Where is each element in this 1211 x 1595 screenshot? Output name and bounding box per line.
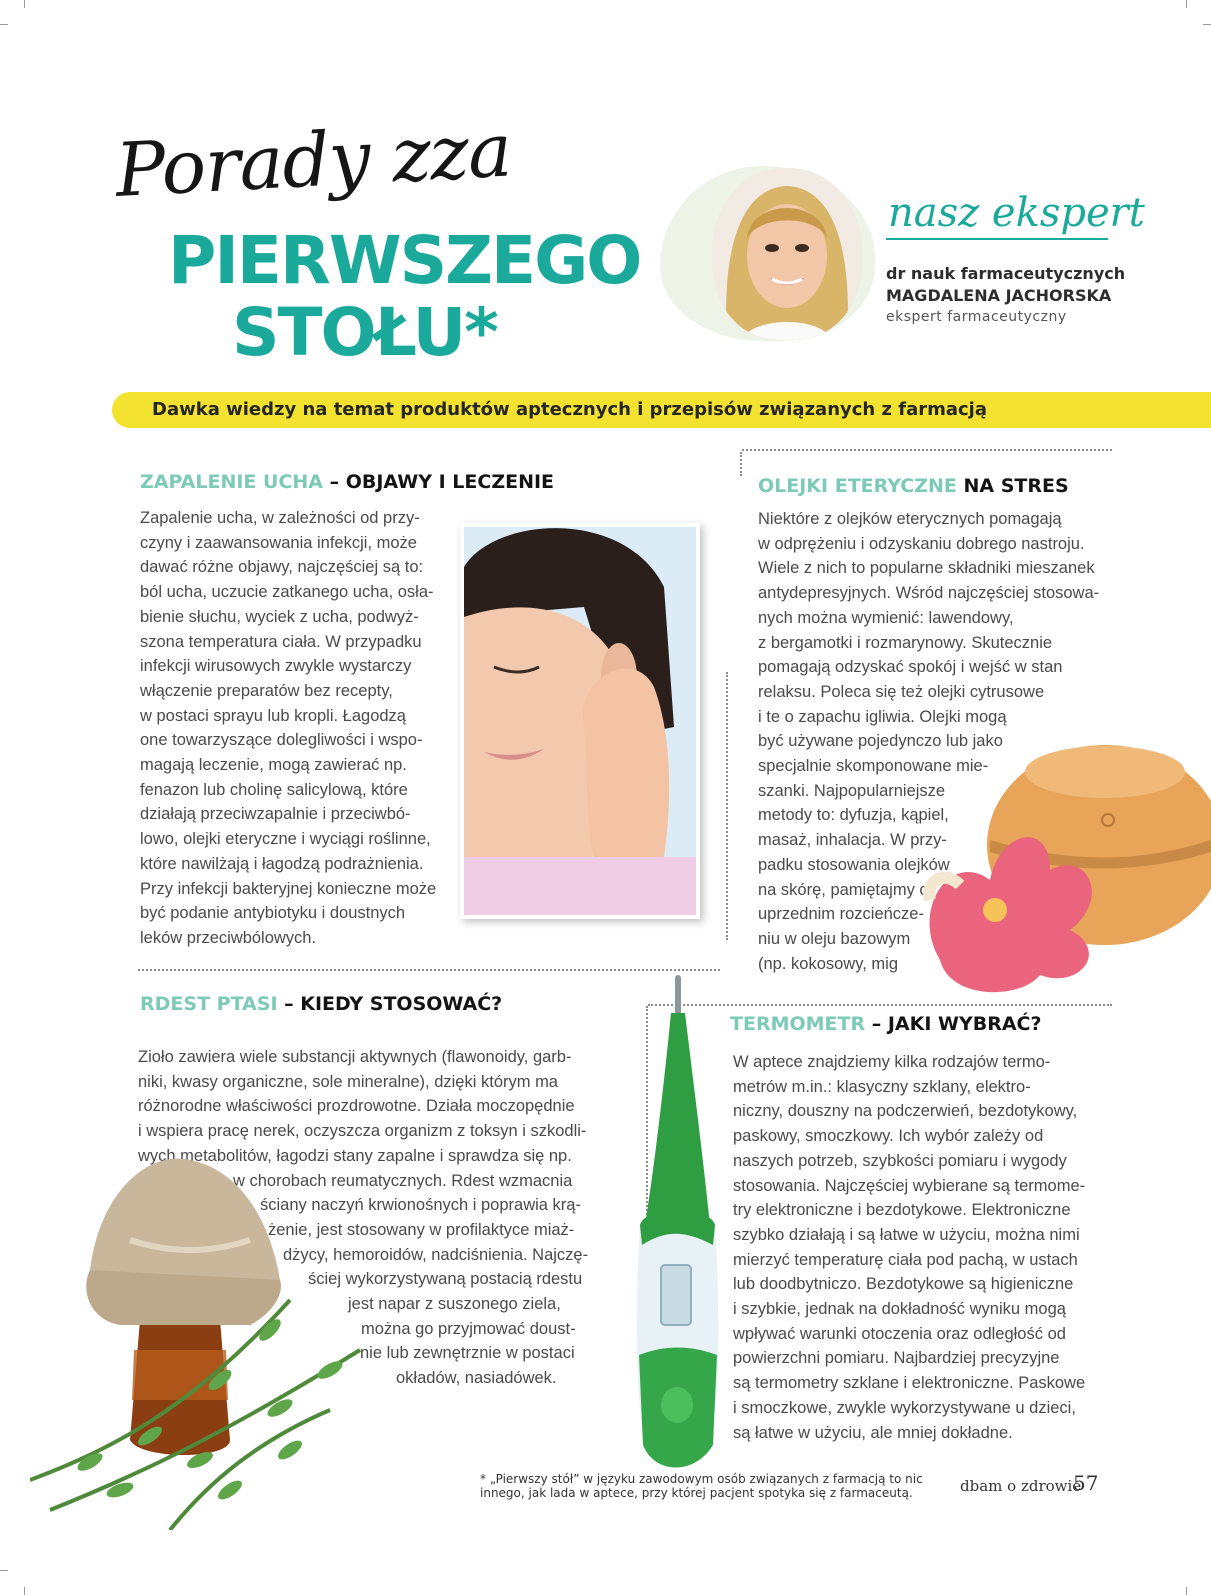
heading-green: OLEJKI ETERYCZNE: [758, 475, 957, 497]
text-line: niczny, douszny na podczerwień, bezdotykowy,: [733, 1102, 1078, 1121]
text-line: włączenie preparatów bez recepty,: [140, 681, 393, 700]
page-number: 57: [1073, 1471, 1099, 1495]
ear-pain-photo: [464, 527, 696, 915]
text-line: jest napar z suszonego ziela,: [348, 1295, 561, 1314]
crop-mark: [0, 24, 8, 25]
text-line: bienie słuchu, wyciek z ucha, podwyż-: [140, 607, 419, 626]
crop-mark: [0, 1570, 8, 1571]
text-line: niu w oleju bazowym: [758, 929, 911, 948]
text-line: mierzyć temperaturę ciała pod pachą, w ustach: [733, 1250, 1078, 1269]
title-line2: STOŁU*: [232, 294, 497, 371]
thermometer-image: [625, 975, 730, 1475]
text-line: try elektroniczne i bezdotykowe. Elektroniczne: [733, 1201, 1071, 1220]
divider: [740, 452, 742, 476]
ear-photo-frame: [460, 523, 700, 919]
text-line: Zapalenie ucha, w zależności od przy-: [140, 509, 420, 527]
expert-role: ekspert farmaceutyczny: [886, 309, 1067, 325]
heading-green: RDEST PTASI: [140, 993, 278, 1015]
expert-name: MAGDALENA JACHORSKA: [886, 286, 1112, 305]
expert-label: nasz ekspert: [888, 190, 1145, 236]
heading-black: – KIEDY STOSOWAĆ?: [277, 993, 503, 1015]
divider: [742, 449, 1112, 451]
text-line: uprzednim rozcieńcze-: [758, 905, 924, 924]
text-line: specjalnie skomponowane mie-: [758, 757, 989, 776]
text-line: naszych potrzeb, szybkości pomiaru i wygody: [733, 1151, 1067, 1170]
section-body-thermo: [733, 1050, 1085, 1445]
text-line: działają przeciwzapalnie i przeciwbó-: [140, 805, 411, 824]
section-heading-rdest: [140, 993, 502, 1015]
text-line: metrów m.in.: klasyczny szklany, elektro-: [733, 1077, 1031, 1096]
divider: [138, 969, 720, 971]
text-line: dawać różne objawy, najczęściej są to:: [140, 558, 424, 577]
crop-mark: [1186, 1587, 1187, 1595]
text-line: one towarzyszące dolegliwości i wspo-: [140, 731, 423, 750]
text-line: masaż, inhalacja. W przy-: [758, 831, 947, 850]
text-line: paskowy, smoczkowy. Ich wybór zależy od: [733, 1127, 1044, 1146]
text-line: szybko działają i są łatwe w użyciu, można nimi: [733, 1225, 1080, 1244]
section-heading-thermo: [730, 1013, 1042, 1035]
text-line: być używane pojedynczo lub jako: [758, 732, 1003, 751]
text-line: powierzchni pomiaru. Najbardziej precyzyjne: [733, 1349, 1060, 1368]
text-line: Zioło zawiera wiele substancji aktywnych (flawonoidy, garb-: [138, 1048, 572, 1066]
text-line: są łatwe w użyciu, ale mniej dokładne.: [733, 1423, 1013, 1442]
text-line: i smoczkowe, zwykle wykorzystywane u dzieci,: [733, 1398, 1076, 1417]
text-line: Niektóre z olejków eterycznych pomagają: [758, 510, 1062, 528]
text-line: czyny i zaawansowania infekcji, może: [140, 533, 417, 552]
text-line: nych można wymienić: lawendowy,: [758, 608, 1014, 627]
text-line: dżycy, hemoroidów, nadciśnienia. Najczę-: [283, 1245, 589, 1264]
section-heading-ear: [140, 471, 554, 493]
text-line: ściany naczyń krwionośnych i poprawia krą-: [260, 1196, 581, 1215]
text-line: (np. kokosowy, mig: [758, 954, 898, 973]
text-line: szona temperatura ciała. W przypadku: [140, 632, 422, 651]
text-line: można go przyjmować doust-: [361, 1319, 576, 1338]
text-line: szanki. Najpopularniejsze: [758, 781, 946, 800]
text-line: padku stosowania olejków: [758, 855, 950, 874]
text-line: w odprężeniu i odzyskaniu dobrego nastroju.: [758, 534, 1085, 553]
text-line: i wspiera pracę nerek, oczyszcza organizm z toksyn i szkodli-: [138, 1122, 587, 1141]
text-line: lub doodbytniczo. Bezdotykowe są higieniczne: [733, 1275, 1074, 1294]
crop-mark: [24, 0, 25, 8]
section-body-ear: [140, 506, 436, 951]
text-line: fenazon lub cholinę salicylową, które: [140, 780, 408, 799]
text-line: i szybkie, jednak na dokładność wyniku mogą: [733, 1300, 1066, 1319]
text-line: metody to: dyfuzja, kąpiel,: [758, 806, 949, 825]
herbal-jar-image: [30, 1150, 390, 1530]
text-line: w chorobach reumatycznych. Rdest wzmacnia: [233, 1171, 573, 1190]
text-line: niki, kwasy organiczne, sole mineralne), dzięki którym ma: [138, 1072, 558, 1091]
expert-degree: dr nauk farmaceutycznych: [886, 264, 1126, 283]
heading-green: ZAPALENIE UCHA: [140, 471, 323, 493]
heading-black: – OBJAWY I LECZENIE: [323, 471, 555, 493]
crop-mark: [1203, 24, 1211, 25]
text-line: w postaci sprayu lub kropli. Łagodzą: [140, 706, 406, 725]
section-heading-oils: [758, 475, 1069, 497]
title-script: Porady zza: [113, 107, 514, 214]
crop-mark: [24, 1587, 25, 1595]
text-line: antydepresyjnych. Wśród najczęściej stosowa-: [758, 584, 1100, 603]
text-line: nie lub zewnętrznie w postaci: [360, 1344, 575, 1363]
text-line: Przy infekcji bakteryjnej konieczne może: [140, 879, 437, 898]
text-line: które nawilżają i łagodzą podrażnienia.: [140, 854, 424, 873]
subtitle-banner: [112, 392, 1211, 428]
heading-green: TERMOMETR: [730, 1013, 866, 1035]
expert-underline: [886, 238, 1108, 240]
text-line: różnorodne właściwości prozdrowotne. Działa moczopędnie: [138, 1097, 575, 1116]
text-line: wych metabolitów, łagodzi stany zapalne i sprawdza się np.: [138, 1146, 572, 1165]
text-line: ściej wykorzystywaną postacią rdestu: [308, 1270, 583, 1289]
diffuser-image: [890, 700, 1211, 1000]
footnote-line1: * „Pierwszy stół” w języku zawodowym osób związanych z farmacją to nic: [480, 1472, 923, 1486]
text-line: relaksu. Poleca się też olejki cytrusowe: [758, 682, 1045, 701]
text-line: są termometry szklane i elektroniczne. Paskowe: [733, 1374, 1086, 1393]
text-line: stosowania. Najczęściej wybierane są termome-: [733, 1176, 1086, 1195]
text-line: żenie, jest stosowany w profilaktyce miaż-: [268, 1220, 575, 1239]
text-line: pomagają odzyskać spokój i wejść w stan: [758, 658, 1063, 677]
title-line1: PIERWSZEGO: [168, 222, 641, 299]
expert-photo: [712, 168, 862, 340]
divider: [726, 672, 728, 940]
text-line: magają leczenie, mogą zawierać np.: [140, 756, 407, 775]
magazine-brand: dbam o zdrowie: [960, 1477, 1082, 1495]
heading-black: NA STRES: [956, 475, 1069, 497]
text-line: infekcji wirusowych zwykle wystarczy: [140, 657, 412, 676]
text-line: z bergamotki i rozmarynowy. Skutecznie: [758, 633, 1053, 652]
banner-text: Dawka wiedzy na temat produktów aptecznych i przepisów związanych z farmacją: [152, 399, 987, 420]
text-line: W aptece znajdziemy kilka rodzajów termo-: [733, 1053, 1051, 1071]
text-line: okładów, nasiadówek.: [396, 1369, 557, 1388]
crop-mark: [1186, 0, 1187, 8]
heading-black: – JAKI WYBRAĆ?: [865, 1013, 1042, 1035]
text-line: Wiele z nich to popularne składniki mieszanek: [758, 559, 1095, 578]
text-line: leków przeciwbólowych.: [140, 928, 317, 947]
footnote-line2: innego, jak lada w aptece, przy której pacjent spotyka się z farmaceutą.: [480, 1486, 913, 1500]
text-line: wpływać warunki otoczenia oraz odległość od: [733, 1324, 1066, 1343]
text-line: ból ucha, uczucie zatkanego ucha, osła-: [140, 583, 434, 602]
text-line: być podanie antybiotyku i doustnych: [140, 904, 406, 923]
text-line: i te o zapachu igliwia. Olejki mogą: [758, 707, 1007, 726]
text-line: lowo, olejki eteryczne i wyciągi roślinne,: [140, 830, 431, 849]
text-line: na skórę, pamiętajmy o: [758, 880, 929, 899]
